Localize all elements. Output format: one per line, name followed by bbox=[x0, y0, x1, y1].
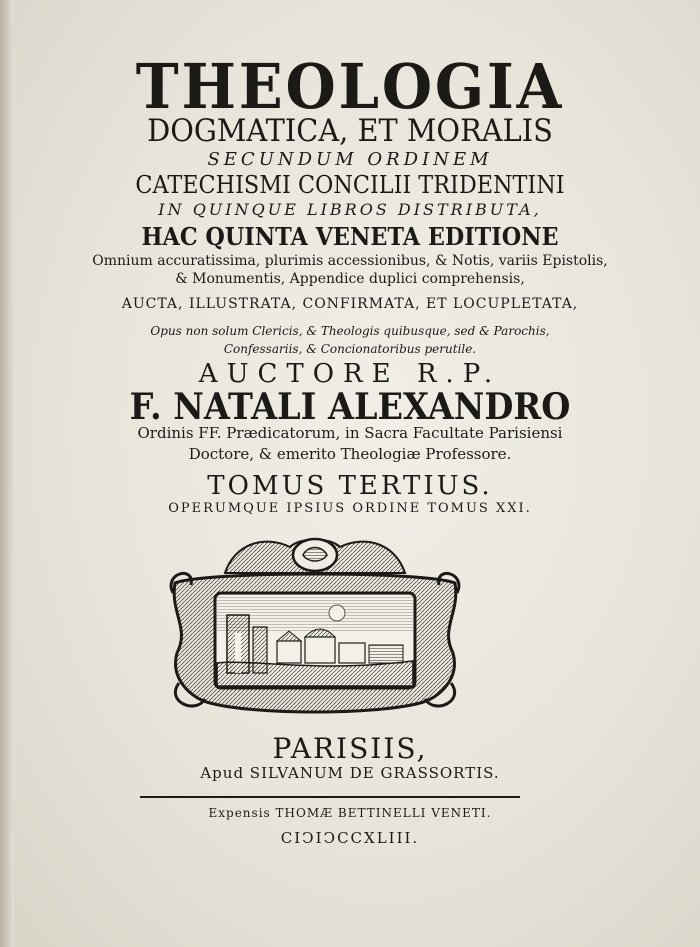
operumque-line: OPERUMQUE IPSIUS ORDINE TOMUS XXI. bbox=[168, 501, 532, 516]
author-name: F. NATALI ALEXANDRO bbox=[129, 386, 571, 428]
secundum-line: SECUNDUM ORDINEM bbox=[207, 149, 493, 170]
catechismi-line: CATECHISMI CONCILII TRIDENTINI bbox=[135, 171, 565, 199]
ordinis-line-2: Doctore, & emerito Theologiæ Professore. bbox=[188, 445, 512, 463]
book-subtitle: DOGMATICA, ET MORALIS bbox=[147, 113, 553, 149]
volume-title: TOMUS TERTIUS. bbox=[207, 471, 493, 501]
libros-line: IN QUINQUE LIBROS DISTRIBUTA, bbox=[158, 200, 542, 219]
place-of-publication: PARISIIS, bbox=[272, 732, 428, 765]
engraved-vignette bbox=[165, 533, 465, 718]
printer-line: Apud SILVANUM DE GRASSORTIS. bbox=[200, 764, 500, 782]
omnium-line-1: Omnium accuratissima, plurimis accessionibus, & Notis, variis Epistolis, bbox=[92, 253, 608, 269]
book-title: THEOLOGIA bbox=[135, 50, 565, 123]
auctore-line: AUCTORE R.P. bbox=[198, 359, 502, 389]
aucta-line: AUCTA, ILLUSTRATA, CONFIRMATA, ET LOCUPLETATA, bbox=[121, 296, 579, 312]
ordinis-line-1: Ordinis FF. Prædicatorum, in Sacra Facultate Parisiensi bbox=[137, 424, 563, 442]
opus-line-2: Confessariis, & Concionatoribus perutile. bbox=[223, 342, 477, 356]
publication-date: CIↃIↃCCXLIII. bbox=[280, 829, 420, 847]
omnium-line-2: & Monumentis, Appendice duplici comprehensis, bbox=[175, 271, 525, 287]
horizontal-rule bbox=[140, 796, 520, 798]
opus-line-1: Opus non solum Clericis, & Theologis quibusque, sed & Parochis, bbox=[150, 324, 550, 338]
expensis-line: Expensis THOMÆ BETTINELLI VENETI. bbox=[208, 806, 492, 820]
edition-line: HAC QUINTA VENETA EDITIONE bbox=[141, 222, 559, 251]
